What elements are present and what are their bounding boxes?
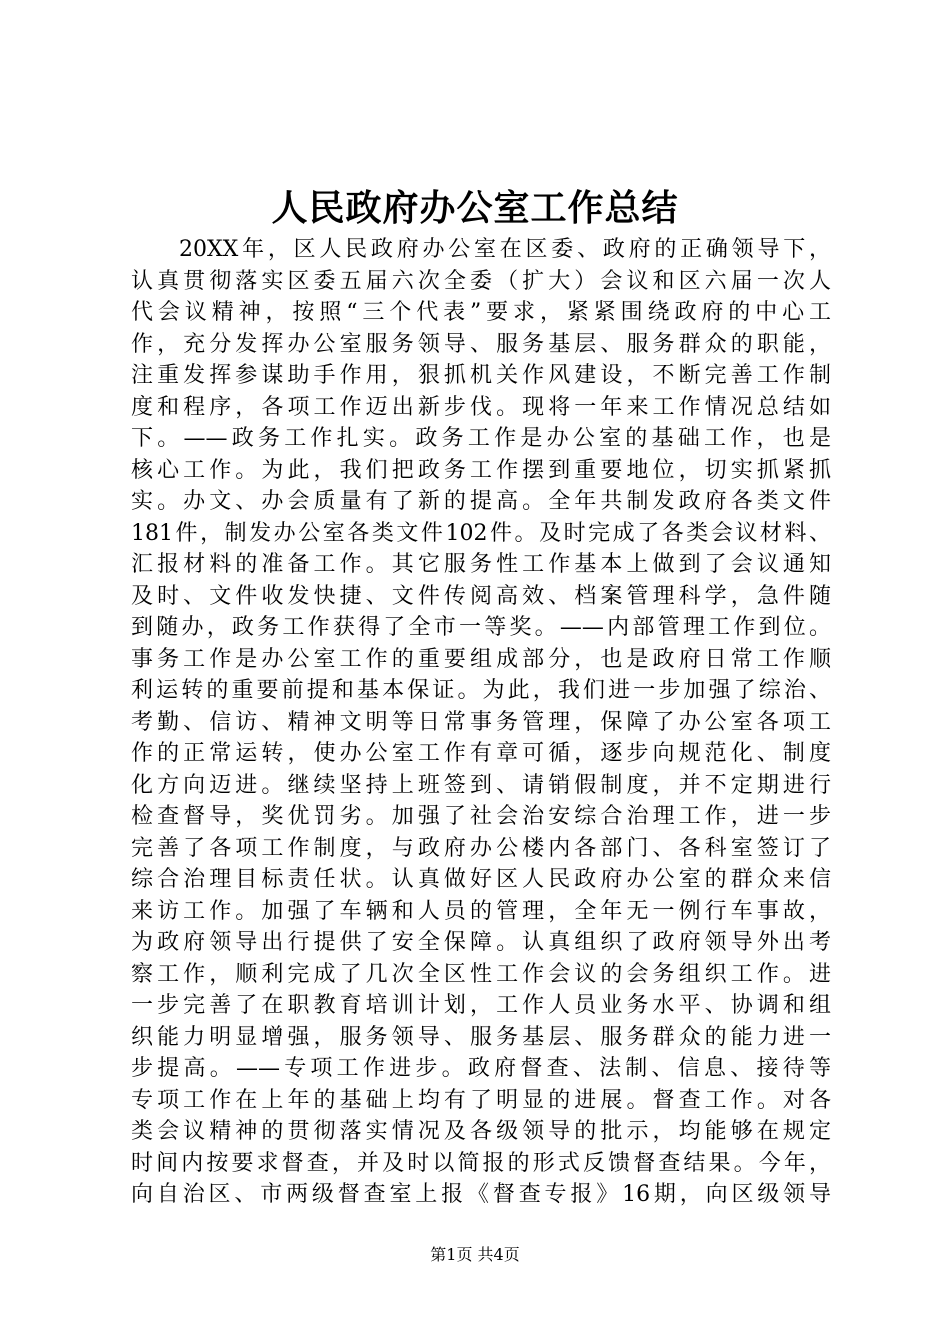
body-line: 代会议精神，按照“三个代表”要求，紧紧围绕政府的中心工 (131, 300, 831, 325)
body-line: 察工作，顺利完成了几次全区性工作会议的会务组织工作。进 (131, 961, 831, 987)
body-line: 度和程序，各项工作迈出新步伐。现将一年来工作情况总结如 (131, 394, 831, 420)
body-line: 及时、文件收发快捷、文件传阅高效、档案管理科学，急件随 (131, 583, 831, 609)
body-line: 时间内按要求督查，并及时以简报的形式反馈督查结果。今年， (131, 1150, 831, 1176)
body-line: 一步完善了在职教育培训计划，工作人员业务水平、协调和组 (131, 993, 831, 1018)
body-line: 化方向迈进。继续坚持上班签到、请销假制度，并不定期进行 (131, 772, 831, 798)
body-line: 类会议精神的贯彻落实情况及各级领导的批示，均能够在规定 (131, 1119, 831, 1144)
body-line: 到随办，政务工作获得了全市一等奖。——内部管理工作到位。 (131, 615, 831, 640)
body-line: 汇报材料的准备工作。其它服务性工作基本上做到了会议通知 (131, 552, 831, 577)
document-body (131, 234, 831, 1211)
body-line: 检查督导，奖优罚劣。加强了社会治安综合治理工作，进一步 (131, 804, 831, 829)
body-line: 综合治理目标责任状。认真做好区人民政府办公室的群众来信 (131, 867, 831, 892)
body-line: 181件，制发办公室各类文件102件。及时完成了各类会议材料、 (131, 520, 831, 546)
body-line: 步提高。——专项工作进步。政府督查、法制、信息、接待等 (131, 1056, 831, 1081)
body-line: 实。办文、办会质量有了新的提高。全年共制发政府各类文件 (131, 489, 831, 514)
body-line: 利运转的重要前提和基本保证。为此，我们进一步加强了综治、 (131, 678, 831, 703)
body-line: 为政府领导出行提供了安全保障。认真组织了政府领导外出考 (131, 930, 831, 955)
document-title: 人民政府办公室工作总结 (271, 187, 679, 229)
body-line: 专项工作在上年的基础上均有了明显的进展。督查工作。对各 (131, 1087, 831, 1113)
body-line: 作，充分发挥办公室服务领导、服务基层、服务群众的职能， (131, 331, 831, 357)
body-line: 向自治区、市两级督查室上报《督查专报》16期，向区级领导 (131, 1182, 831, 1207)
body-line: 注重发挥参谋助手作用，狠抓机关作风建设，不断完善工作制 (131, 363, 831, 388)
body-line: 来访工作。加强了车辆和人员的管理，全年无一例行车事故， (131, 898, 831, 924)
body-line: 完善了各项工作制度，与政府办公楼内各部门、各科室签订了 (131, 835, 831, 861)
body-line: 认真贯彻落实区委五届六次全委（扩大）会议和区六届一次人 (131, 268, 831, 294)
body-line: 考勤、信访、精神文明等日常事务管理，保障了办公室各项工 (131, 709, 831, 735)
body-line: 下。——政务工作扎实。政务工作是办公室的基础工作，也是 (131, 426, 831, 451)
body-line: 核心工作。为此，我们把政务工作摆到重要地位，切实抓紧抓 (131, 457, 831, 483)
page-number: 第1页 共4页 (430, 1245, 520, 1264)
body-line: 20XX年，区人民政府办公室在区委、政府的正确领导下， (179, 237, 831, 262)
body-line: 事务工作是办公室工作的重要组成部分，也是政府日常工作顺 (131, 646, 831, 672)
body-line: 织能力明显增强，服务领导、服务基层、服务群众的能力进一 (131, 1024, 831, 1050)
body-line: 作的正常运转，使办公室工作有章可循，逐步向规范化、制度 (131, 741, 831, 766)
